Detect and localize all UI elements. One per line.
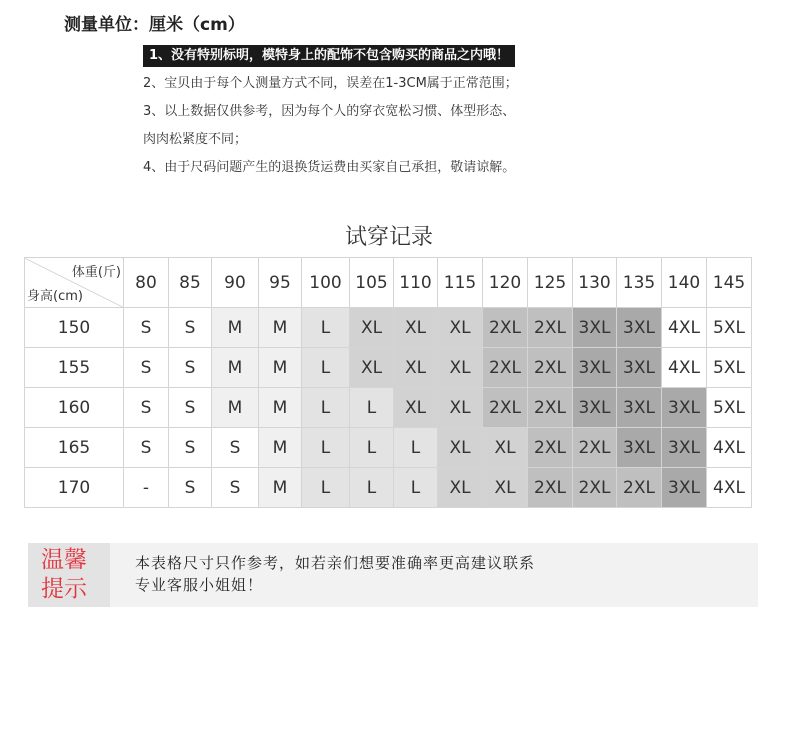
size-cell: 2XL — [483, 388, 528, 428]
size-cell: XL — [483, 468, 528, 508]
table-corner-cell — [25, 258, 124, 308]
height-cell: 155 — [25, 348, 124, 388]
tips-badge-line2: 提示 — [41, 576, 87, 602]
size-cell: - — [124, 468, 169, 508]
measurement-unit-title: 测量单位：厘米（cm） — [64, 15, 245, 35]
size-cell: L — [350, 428, 394, 468]
size-cell: XL — [438, 388, 483, 428]
table-row — [25, 468, 752, 508]
note-item: 3、以上数据仅供参考，因为每个人的穿衣宽松习惯、体型形态、 — [143, 104, 516, 119]
weight-header-cell: 100 — [302, 258, 350, 308]
weight-header-cell: 80 — [124, 258, 169, 308]
size-cell: 2XL — [483, 348, 528, 388]
weight-header-cell: 125 — [528, 258, 573, 308]
size-cell: S — [212, 428, 259, 468]
size-cell: S — [124, 348, 169, 388]
size-cell: XL — [438, 428, 483, 468]
table-header-row — [25, 258, 752, 308]
weight-header-cell: 110 — [394, 258, 438, 308]
size-cell: 2XL — [528, 308, 573, 348]
note-item: 2、宝贝由于每个人测量方式不同，误差在1-3CM属于正常范围； — [143, 76, 518, 91]
size-cell: S — [124, 388, 169, 428]
size-cell: XL — [438, 348, 483, 388]
size-cell: XL — [350, 348, 394, 388]
size-cell: 3XL — [662, 428, 707, 468]
note-item — [143, 42, 583, 70]
size-cell: XL — [394, 388, 438, 428]
size-cell: L — [394, 468, 438, 508]
size-cell: 3XL — [617, 348, 662, 388]
size-cell: 2XL — [483, 308, 528, 348]
size-cell: 2XL — [573, 468, 617, 508]
height-cell: 150 — [25, 308, 124, 348]
tips-box — [28, 543, 758, 607]
size-cell: 3XL — [662, 468, 707, 508]
tips-text-line1: 本表格尺寸只作参考，如若亲们想要准确率更高建议联系 — [135, 554, 536, 572]
weight-header-cell: 135 — [617, 258, 662, 308]
size-cell: L — [302, 468, 350, 508]
size-cell: XL — [350, 308, 394, 348]
size-cell: S — [212, 468, 259, 508]
size-cell: 2XL — [528, 428, 573, 468]
weight-header-cell: 140 — [662, 258, 707, 308]
size-cell: 3XL — [573, 348, 617, 388]
size-cell: L — [302, 428, 350, 468]
size-cell: 3XL — [573, 388, 617, 428]
height-cell: 170 — [25, 468, 124, 508]
size-chart-table — [24, 257, 752, 508]
size-cell: XL — [394, 348, 438, 388]
weight-header-cell: 85 — [169, 258, 212, 308]
size-cell: M — [212, 388, 259, 428]
height-cell: 165 — [25, 428, 124, 468]
size-cell: S — [124, 428, 169, 468]
size-cell: S — [169, 308, 212, 348]
size-cell: L — [302, 388, 350, 428]
weight-header-cell: 90 — [212, 258, 259, 308]
notes-list — [143, 42, 583, 182]
table-row — [25, 428, 752, 468]
size-cell: XL — [394, 308, 438, 348]
size-cell: S — [169, 388, 212, 428]
size-cell: 4XL — [707, 428, 752, 468]
weight-header-cell: 130 — [573, 258, 617, 308]
size-cell: S — [169, 468, 212, 508]
size-cell: 2XL — [617, 468, 662, 508]
size-cell: 4XL — [662, 348, 707, 388]
size-cell: XL — [483, 428, 528, 468]
size-cell: M — [259, 388, 302, 428]
size-cell: 2XL — [573, 428, 617, 468]
weight-header-cell: 145 — [707, 258, 752, 308]
size-cell: M — [212, 348, 259, 388]
note-item: 肉肉松紧度不同； — [143, 132, 248, 147]
table-row — [25, 308, 752, 348]
tips-text — [135, 552, 535, 596]
note-highlight: 1、没有特别标明，模特身上的配饰不包含购买的商品之内哦！ — [143, 45, 515, 67]
tips-badge — [28, 543, 110, 607]
size-cell: M — [259, 428, 302, 468]
size-cell: L — [302, 308, 350, 348]
size-cell: S — [169, 428, 212, 468]
size-cell: 4XL — [662, 308, 707, 348]
weight-header-cell: 120 — [483, 258, 528, 308]
weight-axis-label: 体重(斤) — [71, 265, 121, 280]
size-cell: 2XL — [528, 348, 573, 388]
size-cell: M — [259, 468, 302, 508]
size-cell: S — [169, 348, 212, 388]
tips-badge-line1: 温馨 — [41, 547, 87, 573]
size-cell: 5XL — [707, 308, 752, 348]
size-cell: S — [124, 308, 169, 348]
size-cell: L — [350, 468, 394, 508]
size-cell: 3XL — [573, 308, 617, 348]
weight-header-cell: 105 — [350, 258, 394, 308]
table-title: 试穿记录 — [344, 225, 433, 250]
size-cell: 5XL — [707, 388, 752, 428]
size-cell: L — [302, 348, 350, 388]
weight-header-cell: 95 — [259, 258, 302, 308]
size-cell: 2XL — [528, 388, 573, 428]
size-cell: 3XL — [617, 428, 662, 468]
size-cell: XL — [438, 308, 483, 348]
size-cell: 5XL — [707, 348, 752, 388]
size-cell: M — [212, 308, 259, 348]
size-cell: 3XL — [617, 388, 662, 428]
table-row — [25, 348, 752, 388]
size-cell: M — [259, 348, 302, 388]
height-axis-label: 身高(cm) — [27, 289, 83, 304]
size-cell: 2XL — [528, 468, 573, 508]
size-cell: M — [259, 308, 302, 348]
weight-header-cell: 115 — [438, 258, 483, 308]
note-item: 4、由于尺码问题产生的退换货运费由买家自己承担，敬请谅解。 — [143, 160, 516, 175]
size-cell: XL — [438, 468, 483, 508]
size-cell: L — [394, 428, 438, 468]
height-cell: 160 — [25, 388, 124, 428]
size-cell: 3XL — [617, 308, 662, 348]
tips-text-line2: 专业客服小姐姐！ — [135, 576, 264, 594]
size-cell: 3XL — [662, 388, 707, 428]
size-cell: 4XL — [707, 468, 752, 508]
size-cell: L — [350, 388, 394, 428]
table-row — [25, 388, 752, 428]
